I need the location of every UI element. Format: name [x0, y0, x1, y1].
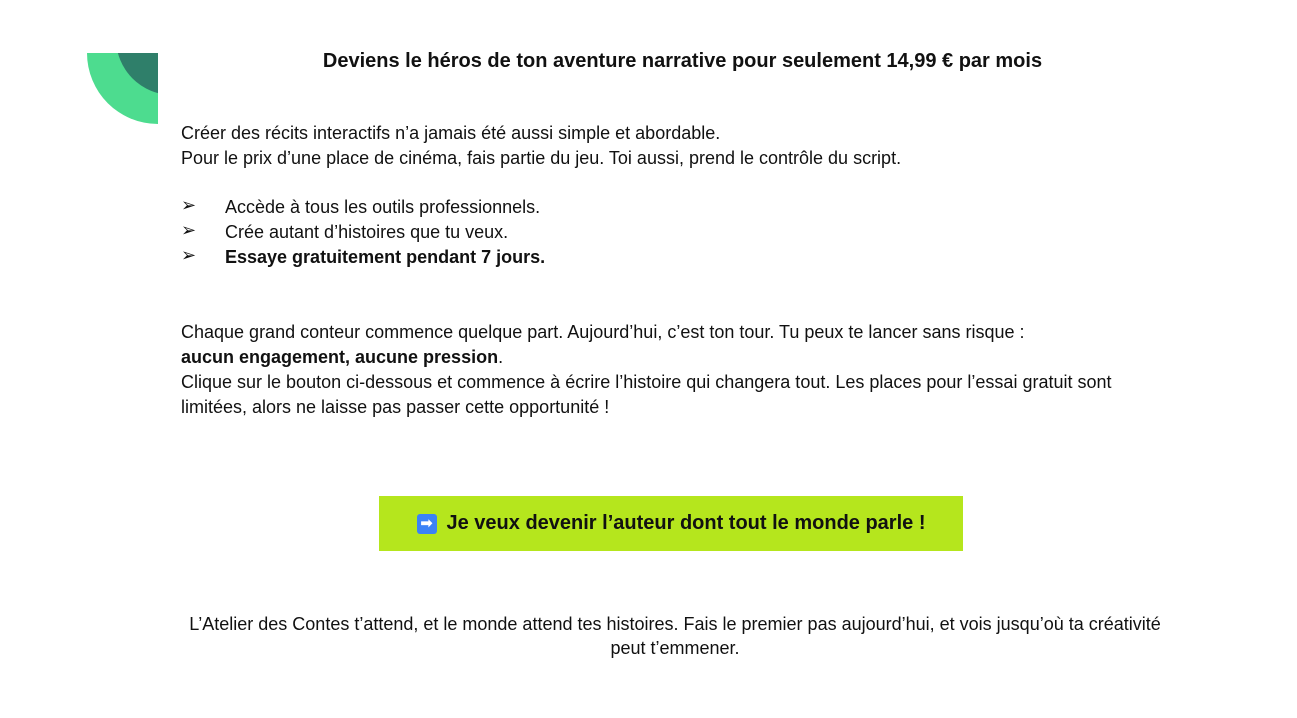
body-text-start: Chaque grand conteur commence quelque part. Aujourd’hui, c’est ton tour. Tu peux te lancer sans risque : — [181, 322, 1025, 342]
intro-paragraph — [181, 121, 1171, 171]
body-paragraph — [181, 320, 1171, 420]
body-paragraph-1 — [181, 320, 1171, 370]
arrow-bullet-icon: ➢ — [181, 220, 197, 240]
arrow-right-icon: ➡ — [417, 514, 437, 534]
arrow-bullet-icon: ➢ — [181, 245, 197, 265]
arrow-bullet-icon: ➢ — [181, 195, 197, 215]
list-item — [181, 195, 1081, 220]
body-text-emphasis: aucun engagement, aucune pression — [181, 347, 499, 367]
list-item — [181, 220, 1081, 245]
list-item — [181, 245, 1081, 270]
feature-list — [181, 195, 1081, 270]
cta-button[interactable] — [379, 496, 963, 551]
body-paragraph-2: Clique sur le bouton ci-dessous et commence à écrire l’histoire qui changera tout. Les places pour l’essai gratuit sont limitées, alors ne laisse pas passer cette opportunité ! — [181, 372, 1112, 417]
cta-button-label: Je veux devenir l’auteur dont tout le monde parle ! — [446, 512, 926, 534]
list-item-text: Accède à tous les outils professionnels. — [225, 197, 541, 217]
intro-line-1: Créer des récits interactifs n’a jamais été aussi simple et abordable. — [181, 123, 721, 143]
list-item-text: Crée autant d’histoires que tu veux. — [225, 222, 509, 242]
page-title: Deviens le héros de ton aventure narrative pour seulement 14,99 € par mois — [322, 50, 1043, 72]
corner-decoration — [87, 53, 158, 124]
closing-paragraph: L’Atelier des Contes t’attend, et le monde attend tes histoires. Fais le premier pas aujourd’hui, et vois jusqu’où ta créativité peut t’emmener. — [189, 614, 1161, 658]
list-item-text: Essaye gratuitement pendant 7 jours. — [225, 247, 546, 267]
body-text-end: . — [498, 347, 504, 367]
intro-line-2: Pour le prix d’une place de cinéma, fais partie du jeu. Toi aussi, prend le contrôle du script. — [181, 148, 902, 168]
